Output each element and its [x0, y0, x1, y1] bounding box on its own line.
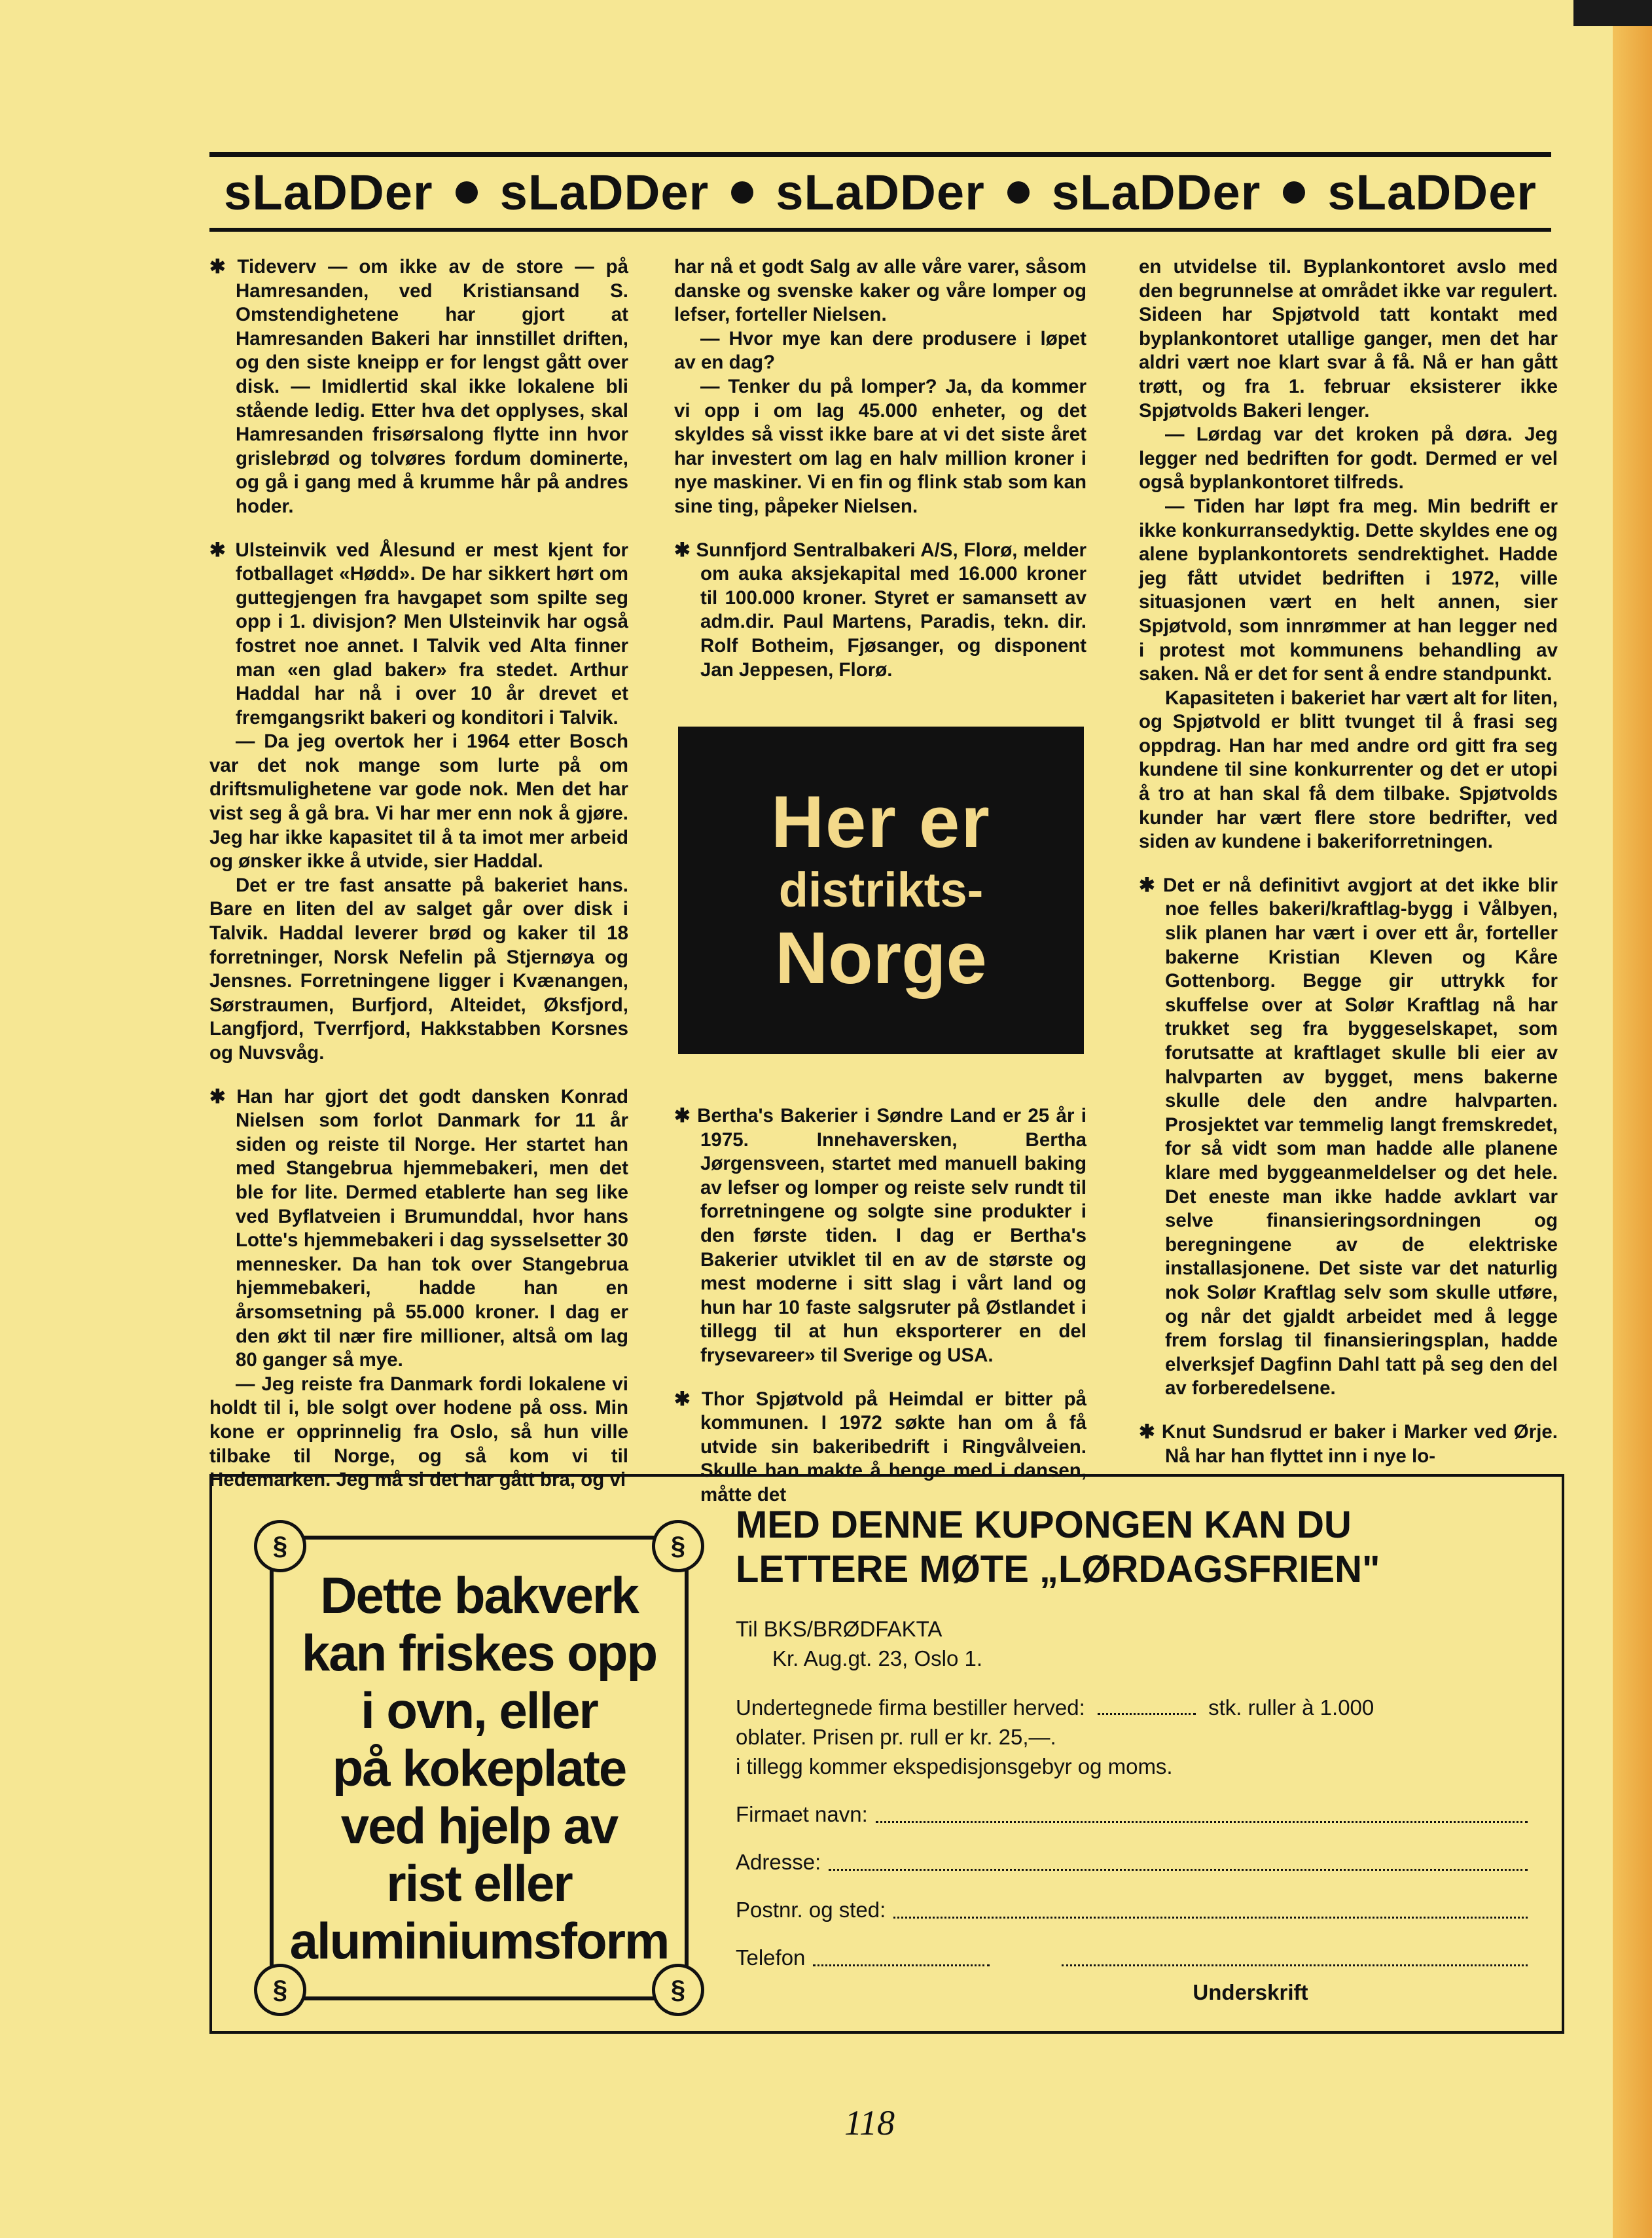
headline-banner	[678, 727, 1084, 1054]
masthead-word: sLaDDer	[224, 164, 433, 221]
paragraph: — Da jeg overtok her i 1964 etter Bosch var det nok mange som lurte på om driftsmulighetene var gode nok. Men det har vist seg å gå bra. Vi har mer enn nok å gjøre. Jeg har ikke kapasitet til å ta imot mer arbeid og ønsker ikke å utvide, sier Haddal.	[209, 731, 628, 873]
order-text-part: Undertegnede firma bestiller herved:	[736, 1695, 1085, 1720]
masthead-word: sLaDDer	[776, 164, 985, 221]
phone-field[interactable]	[813, 1964, 990, 1966]
paragraph: Det er tre fast ansatte på bakeriet hans. Bare en liten del av salget går over disk i Talvik. Haddal leverer brød og kaker til 18 forretninger, Norsk Nefelin på Stjernøya og Jensnes. Forretningene ligger i Kvænangen, Sørstraumen, Burfjord, Alteidet, Øksfjord, Langfjord, Tverrfjord, Hakkstabben Korsnes og Nuvsvåg.	[209, 874, 628, 1064]
ad-line: rist eller	[386, 1854, 572, 1912]
postal-field[interactable]	[736, 1895, 1528, 1924]
banner-line: Her er	[771, 781, 991, 863]
paragraph: — Lørdag var det kroken på døra. Jeg legger ned bedriften for godt. Dermed er vel også byplankontoret tilfreds.	[1139, 424, 1558, 494]
ornament-icon: §	[652, 1520, 704, 1572]
news-item: ✱ Sunnfjord Sentralbakeri A/S, Florø, melder om auka aksjekapital med 16.000 kroner til 100.000 kroner. Styret er samansett av adm.dir. Paul Martens, Paradis, tekn. dir. Rolf Botheim, Fjøsanger, og disponent Jan Jeppesen, Florø.	[674, 539, 1086, 681]
coupon-address: Til BKS/BRØDFAKTA	[736, 1617, 943, 1641]
order-coupon	[209, 1474, 1564, 2034]
banner-line: Norge	[775, 917, 987, 999]
ad-line: Dette bakverk	[320, 1566, 638, 1624]
coupon-body	[736, 1614, 1528, 2004]
ad-line: på kokeplate	[332, 1739, 626, 1797]
fill-line[interactable]	[1062, 1964, 1528, 1966]
article-column-1	[209, 255, 628, 1492]
ad-line: ved hjelp av	[340, 1797, 618, 1854]
order-text-line: i tillegg kommer ekspedisjonsgebyr og moms.	[736, 1754, 1173, 1778]
ornament-icon: §	[254, 1520, 306, 1572]
coupon-title-line: LETTERE MØTE „LØRDAGSFRIEN"	[736, 1548, 1380, 1591]
news-item: ✱ Knut Sundsrud er baker i Marker ved Ørje. Nå har han flyttet inn i nye lo-	[1139, 1420, 1558, 1467]
article-column-3	[1139, 255, 1558, 1468]
order-text	[736, 1693, 1528, 1781]
page-edge-dark	[1573, 0, 1652, 26]
field-label: Telefon	[736, 1945, 806, 1970]
masthead-rule-bottom	[209, 228, 1551, 232]
paragraph: en utvidelse til. Byplankontoret avslo med den begrunnelse at området ikke var regulert. Sideen har Spjøtvold tatt kontakt med byplankontoret utallige ganger, men det har aldri vært noe klart svar å få. Nå er han gått trøtt, og fra 1. februar eksisterer ikke Spjøtvolds Bakeri lenger.	[1139, 256, 1558, 422]
fill-line[interactable]	[829, 1869, 1528, 1871]
address-field[interactable]	[736, 1847, 1528, 1877]
field-label: Adresse:	[736, 1850, 821, 1874]
masthead-word: sLaDDer	[1327, 164, 1537, 221]
ornament-icon: §	[652, 1964, 704, 2016]
coupon-address: Kr. Aug.gt. 23, Oslo 1.	[772, 1646, 983, 1670]
phone-signature-row	[736, 1943, 1528, 2004]
paragraph: — Jeg reiste fra Danmark fordi lokalene vi holdt til i, ble solgt over hodene på oss. Min kone er opprinnelig fra Oslo, så hun ville tilbake til Norge, og så kom vi til Hedemarken. Jeg må si det har gått bra, og vi	[209, 1373, 628, 1491]
bullet-icon	[1007, 181, 1030, 204]
paragraph: Kapasiteten i bakeriet har vært alt for liten, og Spjøtvold er blitt tvunget til å frasi seg oppdrag. Han har med andre ord gitt fra seg kundene til sine konkurrenter og det er utopi å tro at han skal få dem tilbake. Spjøtvolds kunder har vært flere store bedrifter, ved siden av kundene i bakeriforretningen.	[1139, 687, 1558, 853]
coupon-title	[736, 1503, 1521, 1592]
news-item: ✱ Tideverv — om ikke av de store — på Hamresanden, ved Kristiansand S. Omstendighetene har gjort at Hamresanden Bakeri har innstillet driften, og den siste kneipp er for lengst gått over disk. — Imidlertid skal ikke lokalene bli stående ledig. Etter hva det opplyses, skal Hamresanden frisørsalong flytte inn hvor grislebrød og tolvøres fordum dominerte, og gå i gang med å krumme hår på andres hoder.	[209, 256, 628, 517]
firm-name-field[interactable]	[736, 1799, 1528, 1829]
order-text-part: stk. ruller à 1.000	[1208, 1695, 1374, 1720]
news-item: ✱ Bertha's Bakerier i Søndre Land er 25 år i 1975. Innehaversken, Bertha Jørgensveen, startet med manuell baking av lefser og lomper og reiste selv rundt til forretningene og solgte sine produkter i den første tiden. I dag er Bertha's Bakerier utviklet til en av de største og mest moderne i sitt slag i vårt land og hun har 10 faste salgsruter på Østlandet i tillegg til at hun eksporterer en del frysevareer» til Sverige og USA.	[674, 1105, 1086, 1367]
paragraph: — Tenker du på lomper? Ja, da kommer vi opp i om lag 45.000 enheter, og det skyldes så visst ikke bare at vi det siste året har investert om lag en halv million kroner i nye maskiner. Vi en fin og flink stab som kan sine ting, påpeker Nielsen.	[674, 375, 1086, 517]
news-item: ✱ Ulsteinvik ved Ålesund er mest kjent for fotballaget «Hødd». De har sikkert hørt om guttegjengen fra havgapet som spilte seg opp i 1. divisjon? Men Ulsteinvik har også fostret noe annet. I Talvik ved Alta finner man «en glad baker» fra stedet. Arthur Haddal har nå i over 10 år drevet et fremgangsrikt bakeri og konditori i Talvik.	[209, 539, 628, 729]
masthead-word: sLaDDer	[1051, 164, 1261, 221]
bullet-icon	[731, 181, 753, 204]
bullet-icon	[456, 181, 478, 204]
masthead	[209, 160, 1551, 225]
paragraph: — Hvor mye kan dere produsere i løpet av en dag?	[674, 327, 1086, 374]
ad-line: i ovn, eller	[361, 1682, 598, 1739]
paragraph: har nå et godt Salg av alle våre varer, såsom danske og svenske kaker og våre lomper og lefser, forteller Nielsen.	[674, 256, 1086, 326]
news-item: ✱ Han har gjort det godt dansken Konrad Nielsen som forlot Danmark for 11 år siden og reiste til Norge. Her startet han med Stangebrua hjemmebakeri, men det ble for lite. Dermed etablerte han seg like ved Byflatveien i Brumunddal, hvor hans Lotte's hjemmebakeri i dag sysselsetter 30 mennesker. Da han tok over Stangebrua hjemmebakeri, hadde han en årsomsetning på 55.000 kroner. I dag er den økt til nær fire millioner, altså om lag 80 ganger så mye.	[209, 1085, 628, 1371]
ad-line: aluminiumsform	[289, 1912, 669, 1970]
paragraph: — Tiden har løpt fra meg. Min bedrift er ikke konkurransedyktig. Dette skyldes ene og alene byplankontorets sendrektighet. Hadde jeg fått utvidet bedriften i 1972, ville situasjonen vært en helt annen, sier Spjøtvold, som innrømmer at han legger ned i protest mot kommunens behandling av saken. Nå er det for sent å endre standpunkt.	[1139, 495, 1558, 685]
field-label: Firmaet navn:	[736, 1802, 868, 1826]
coupon-title-line: MED DENNE KUPONGEN KAN DU	[736, 1504, 1352, 1546]
signature-field[interactable]	[1062, 1964, 1528, 2004]
fill-line[interactable]	[876, 1821, 1528, 1823]
order-text-line: oblater. Prisen pr. rull er kr. 25,—.	[736, 1725, 1056, 1749]
ad-text	[290, 1566, 669, 1970]
banner-line: distrikts-	[778, 863, 984, 917]
product-ad	[270, 1531, 689, 2004]
fill-line[interactable]	[893, 1917, 1528, 1919]
news-item: ✱ Det er nå definitivt avgjort at det ikke blir noe felles bakeri/kraftlag-bygg i Vålbyen, slik planen har vært i over ett år, forteller bakerne Kristian Kleven og Kåre Gottenborg. Begge gir uttrykk for skuffelse over at Solør Kraftlag nå har trukket seg fra byggeselskapet, som forutsatte at kraftlaget skulle bli eier av halvparten av bygget, mens bakerne skulle dele den andre halvparten. Prosjektet var temmelig langt fremskredet, for så vidt som man hadde alle planene klare med byggeanmeldelser og det hele. Det eneste man ikke hadde avklart var selve finansieringsordningen og beregningene av de elektriske installasjonene. Det siste var det naturlig nok Solør Kraftlag selv som skulle utføre, og når det gjaldt arbeidet med å legge frem forslag til finansieringsplan, hadde elverksjef Dagfinn Dahl tatt på seg den del av forberedelsene.	[1139, 874, 1558, 1399]
signature-label: Underskrift	[1193, 1980, 1308, 2004]
quantity-field[interactable]	[1098, 1695, 1196, 1715]
masthead-rule-top	[209, 152, 1551, 157]
page-number: 118	[844, 2103, 895, 2142]
field-label: Postnr. og sted:	[736, 1898, 886, 1922]
masthead-word: sLaDDer	[499, 164, 709, 221]
page-edge-strip	[1613, 26, 1652, 2238]
news-item: ✱ Thor Spjøtvold på Heimdal er bitter på kommunen. I 1972 søkte han om å få utvide sin bakeribedrift i Ringvålveien. Skulle han makte å henge med i dansen, måtte det	[674, 1388, 1086, 1506]
ad-line: kan friskes opp	[301, 1624, 657, 1682]
bullet-icon	[1283, 181, 1305, 204]
ornament-icon: §	[254, 1964, 306, 2016]
